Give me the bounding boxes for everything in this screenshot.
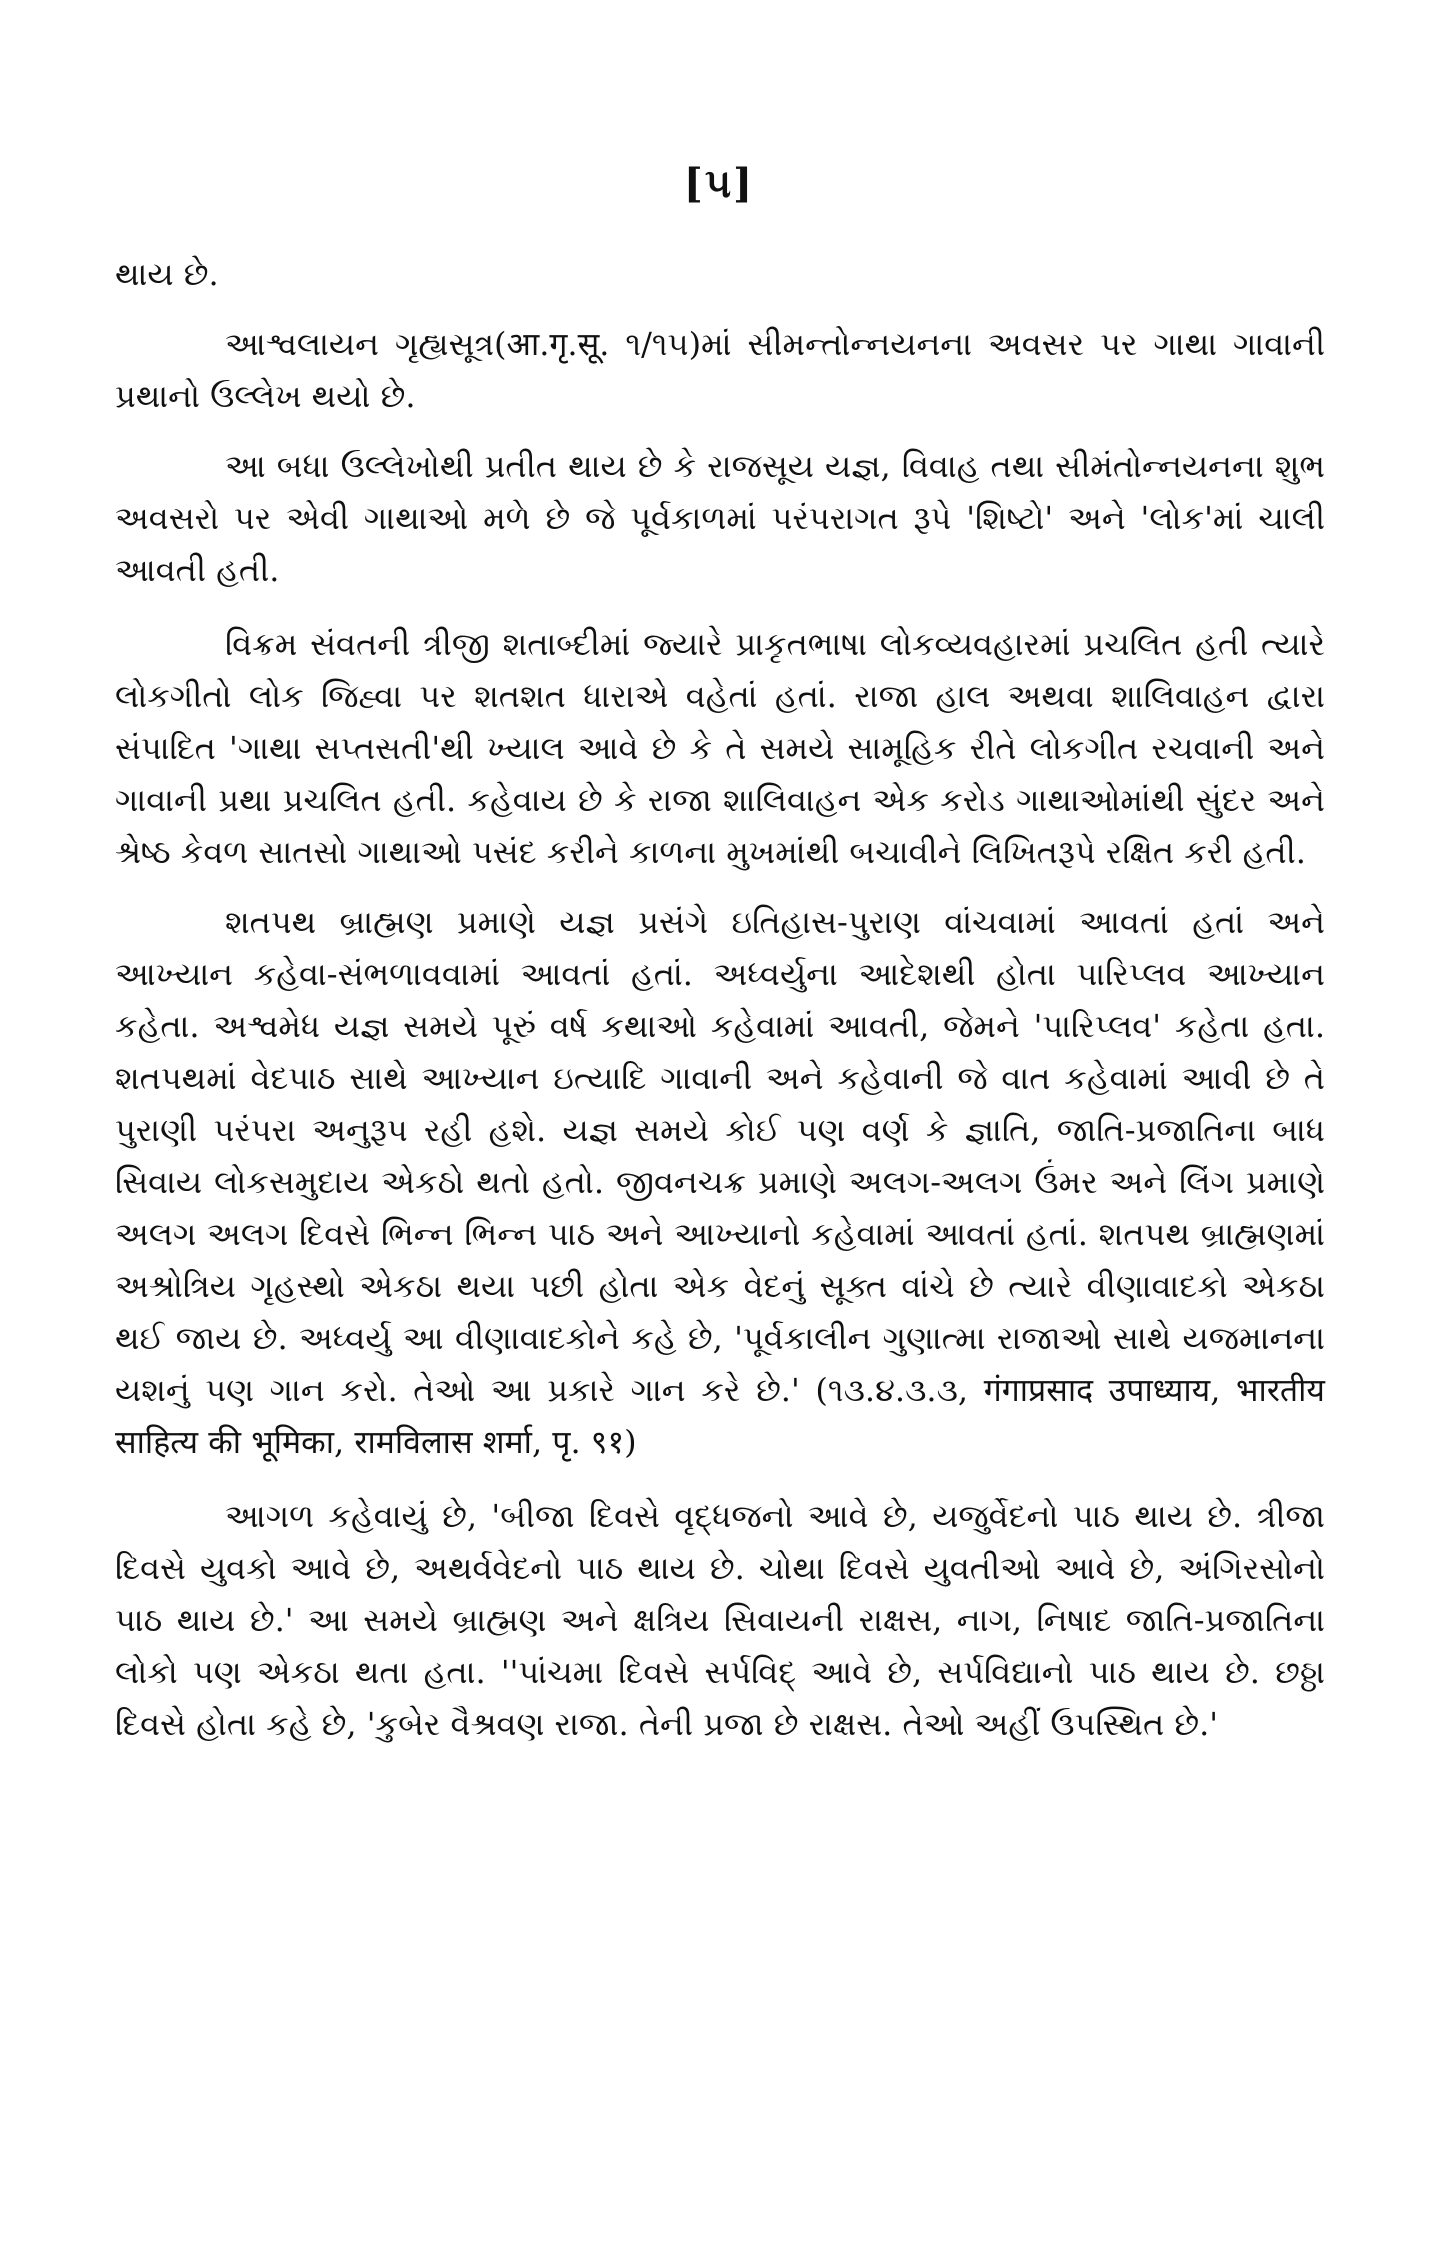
paragraph-vikram-samvat: વિક્રમ સંવતની ત્રીજી શતાબ્દીમાં જ્યારે પ્રાકૃતભાષા લોકવ્યવહારમાં પ્રચલિત હતી ત્યારે લોકગીતો લોક જિહ્વા પર શતશત ધારાએ વહેતાં હતાં. રાજા હાલ અથવા શાલિવાહન દ્વારા સંપાદિત 'ગાથા સપ્તસતી'થી ખ્યાલ આવે છે કે તે સમયે સામૂહિક રીતે લોકગીત રચવાની અને ગાવાની પ્રથા પ્રચલિત હતી. કહેવાય છે કે રાજા શાલિવાહન એક કરોડ ગાથાઓમાંથી સુંદર અને શ્રેષ્ઠ કેવળ સાતસો ગાથાઓ પસંદ કરીને કાળના મુખમાંથી બચાવીને લિખિતરૂપે રક્ષિત કરી હતી. bbox=[115, 625, 1325, 871]
paragraph-shatapath: શતપથ બ્રાહ્મણ પ્રમાણે યજ્ઞ પ્રસંગે ઇતિહાસ-પુરાણ વાંચવામાં આવતાં હતાં અને આખ્યાન કહેવા-સંભળાવવામાં આવતાં હતાં. અધ્વર્યુના આદેશથી હોતા પારિપ્લવ આખ્યાન કહેતા. અશ્વમેધ યજ્ઞ સમયે પૂરું વર્ષ કથાઓ કહેવામાં આવતી, જેમને 'પારિપ્લવ' કહેતા હતા. શતપથમાં વેદપાઠ સાથે આખ્યાન ઇત્યાદિ ગાવાની અને કહેવાની જે વાત કહેવામાં આવી છે તે પુરાણી પરંપરા અનુરૂપ રહી હશે. યજ્ઞ સમયે કોઈ પણ વર્ણ કે જ્ઞાતિ, જાતિ-પ્રજાતિના બાધ સિવાય લોકસમુદાય એકઠો થતો હતો. જીવનચક્ર પ્રમાણે અલગ-અલગ ઉંમર અને લિંગ પ્રમાણે અલગ અલગ દિવસે ભિન્ન ભિન્ન પાઠ અને આખ્યાનો કહેવામાં આવતાં હતાં. શતપથ બ્રાહ્મણમાં અશ્રોત્રિય ગૃહસ્થો એકઠા થયા પછી હોતા એક વેદનું સૂક્ત વાંચે છે ત્યારે વીણાવાદકો એકઠા થઈ જાય છે. અધ્વર્યુ આ વીણાવાદકોને કહે છે, 'પૂર્વકાલીન ગુણાત્મા રાજાઓ સાથે યજમાનના યશનું પણ ગાન કરો. તેઓ આ પ્રકારે ગાન કરે છે.' (૧૩.૪.૩.૩, गंगाप्रसाद उपाध्याय, भारतीय साहित्य की भूमिका, रामविलास शर्मा, पृ. ९१) bbox=[115, 903, 1325, 1461]
paragraph-continuation: થાય છે. bbox=[115, 255, 219, 293]
paragraph-ullekh: આ બધા ઉલ્લેખોથી પ્રતીત થાય છે કે રાજસૂય યજ્ઞ, વિવાહ તથા સીમંતોન્નયનના શુભ અવસરો પર એવી ગાથાઓ મળે છે જે પૂર્વકાળમાં પરંપરાગત રૂપે 'શિષ્ટો' અને 'લોક'માં ચાલી આવતી હતી. bbox=[115, 447, 1325, 589]
paragraph-aagal: આગળ કહેવાયું છે, 'બીજા દિવસે વૃદ્ધજનો આવે છે, યજુર્વેદનો પાઠ થાય છે. ત્રીજા દિવસે યુવકો આવે છે, અથર્વવેદનો પાઠ થાય છે. ચોથા દિવસે યુવતીઓ આવે છે, અંગિરસોનો પાઠ થાય છે.' આ સમયે બ્રાહ્મણ અને ક્ષત્રિય સિવાયની રાક્ષસ, નાગ, નિષાદ જાતિ-પ્રજાતિના લોકો પણ એકઠા થતા હતા. ''પાંચમા દિવસે સર્પવિદ્ આવે છે, સર્પવિદ્યાનો પાઠ થાય છે. છઠ્ઠા દિવસે હોતા કહે છે, 'કુબેર વૈશ્રવણ રાજા. તેની પ્રજા છે રાક્ષસ. તેઓ અહીં ઉપસ્થિત છે.' bbox=[115, 1497, 1325, 1743]
page-number: [૫] bbox=[683, 160, 755, 207]
paragraph-ashvalayan: આશ્વલાયન ગૃહ્યસૂત્ર(आ.गृ.सू. ૧/૧૫)માં સીમન્તોન્નયનના અવસર પર ગાથા ગાવાની પ્રથાનો ઉલ્લેખ થયો છે. bbox=[115, 325, 1325, 415]
body-text bbox=[115, 248, 1325, 1750]
